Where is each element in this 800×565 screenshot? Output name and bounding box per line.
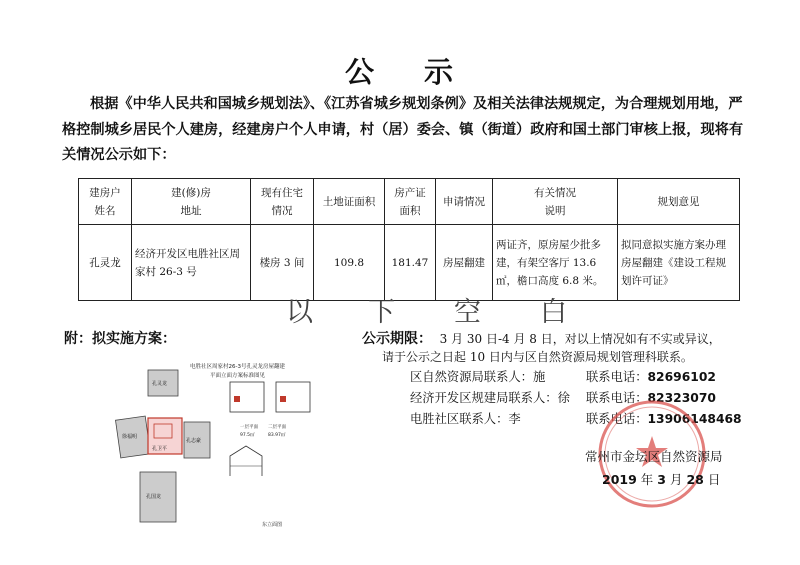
elevation-drawing (230, 446, 262, 476)
date-month-unit: 月 (669, 472, 683, 487)
contact-row (410, 367, 740, 388)
date-year: 2019 (602, 472, 637, 487)
header-property-area-text: 房产证 面积 (394, 186, 426, 217)
floor-label-1: 一层平面 (240, 425, 258, 430)
contact-phone-label: 联系电话： (586, 412, 648, 426)
header-address (132, 179, 251, 225)
title-char-2: 示 (424, 55, 456, 89)
page-title (0, 50, 800, 91)
cell-application: 房屋翻建 (436, 225, 493, 301)
header-property-area (385, 179, 436, 225)
contact-phone (586, 367, 716, 388)
contact-phone-number: 82696102 (647, 370, 716, 384)
cell-land-area: 109.8 (314, 225, 385, 301)
header-address-text: 建(修)房 地址 (171, 186, 211, 217)
date-year-unit: 年 (640, 472, 654, 487)
contact-label: 电胜社区联系人：李 (410, 412, 521, 426)
floor-label-2: 二层平面 (268, 425, 286, 430)
floor-value-2: 83.97㎡ (268, 433, 286, 438)
plot-label: 孔国龙 (146, 494, 162, 500)
blank-char-1: 以 (286, 297, 313, 328)
issuer-name: 常州市金坛区自然资源局 (585, 449, 723, 464)
contact-phone-number: 13906148468 (647, 412, 742, 426)
plan-marker (234, 396, 240, 402)
contact-phone-label: 联系电话： (586, 391, 648, 405)
plan-marker (280, 396, 286, 402)
contact-phone-number: 82323070 (647, 391, 716, 405)
attachment-label: 附：拟实施方案： (64, 331, 176, 347)
header-applicant-text: 建房户 姓名 (89, 186, 121, 217)
contact-label: 区自然资源局联系人：施 (410, 370, 546, 384)
publicity-period (362, 330, 721, 366)
publicity-text-2: 请于公示之日起 10 日内与区自然资源局规划管理科联系。 (382, 350, 693, 364)
cell-name: 孔灵龙 (79, 225, 132, 301)
publicity-line-1 (362, 330, 721, 348)
plot-label: 孔灵龙 (152, 381, 168, 387)
cell-address: 经济开发区电胜社区周家村 26-3 号 (132, 225, 251, 301)
table-header-row (79, 179, 740, 225)
blank-remainder-label (78, 290, 740, 328)
application-table (78, 178, 740, 301)
cell-property-area: 181.47 (385, 225, 436, 301)
date-month: 3 (657, 472, 666, 487)
cell-housing: 楼房 3 间 (251, 225, 314, 301)
publicity-label: 公示期限： (362, 331, 432, 347)
issue-date (602, 470, 720, 488)
title-char-1: 公 (344, 55, 376, 89)
elevation-label: 东立面图 (262, 522, 283, 528)
header-application-text: 申请情况 (443, 195, 485, 208)
plan-heading-2: 平面立面方案标准图见 (210, 373, 266, 379)
plot-label: 徐福明 (122, 434, 138, 440)
floor-value-1: 97.5㎡ (240, 433, 255, 438)
plot-label: 孔卫平 (152, 446, 168, 452)
blank-char-2: 下 (368, 297, 395, 328)
site-plan-drawing (112, 356, 328, 532)
header-application (436, 179, 493, 225)
header-housing (251, 179, 314, 225)
header-opinion (618, 179, 740, 225)
header-notes (493, 179, 618, 225)
intro-paragraph: 根据《中华人民共和国城乡规划法》、《江苏省城乡规划条例》及相关法律法规规定，为合理规划用地，严格控制城乡居民个人建房，经建房户个人申请，村（居）委会、镇（街道）政府和国土部门审核上报，现将有关情况公示如下： (62, 96, 744, 163)
header-housing-text: 现有住宅 情况 (261, 186, 303, 217)
header-notes-text: 有关情况 说明 (534, 186, 576, 217)
header-opinion-text: 规划意见 (657, 195, 700, 208)
cell-opinion: 拟同意拟实施方案办理房屋翻建《建设工程规划许可证》 (618, 225, 740, 301)
blank-char-4: 白 (540, 297, 567, 328)
header-land-area (314, 179, 385, 225)
header-land-area-text: 土地证面积 (322, 195, 376, 208)
contact-label: 经济开发区规建局联系人：徐 (410, 391, 570, 405)
publicity-text-1: 3 月 30 日-4 月 8 日，对以上情况如有不实或异议， (439, 332, 721, 346)
blank-char-3: 空 (454, 297, 481, 328)
cell-notes: 两证齐，原房屋少批多建，有架空客厅 13.6 ㎡，檐口高度 6.8 米。 (493, 225, 618, 301)
date-day-unit: 日 (707, 472, 721, 487)
date-day: 28 (686, 472, 704, 487)
contact-phone-label: 联系电话： (586, 370, 648, 384)
plot-label: 孔志豪 (186, 438, 202, 444)
plan-heading-1: 电胜社区周家村26-3号孔灵龙房屋翻建 (190, 364, 285, 370)
header-applicant (79, 179, 132, 225)
